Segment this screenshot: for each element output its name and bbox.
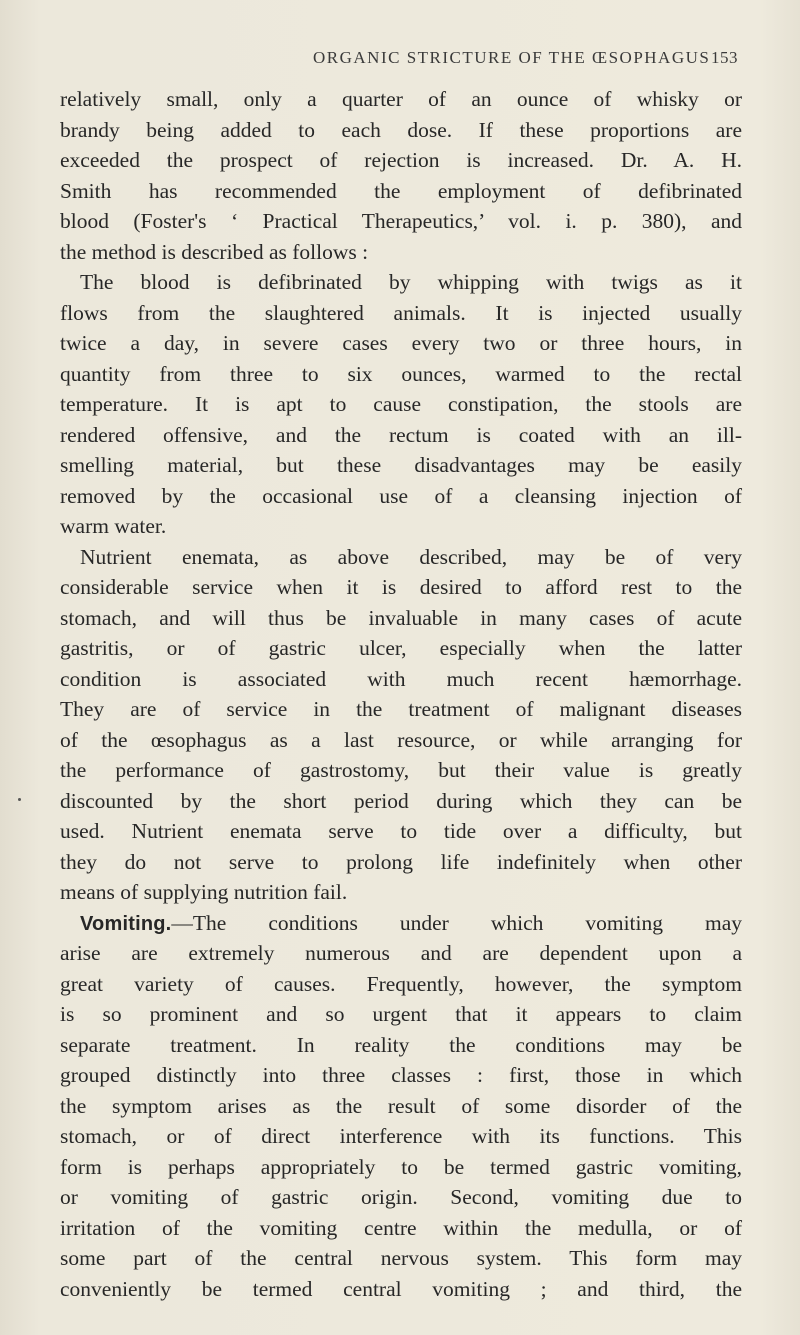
- text-line: Nutrient enemata, as above described, may be of very: [80, 544, 742, 569]
- text-line: means of supplying nutrition fail.: [60, 880, 348, 904]
- text-line: Smith has recommended the employment of defibrinated: [60, 178, 742, 203]
- page-header: [0, 48, 800, 78]
- text-line: flows from the slaughtered animals. It is injected usually: [60, 300, 742, 325]
- text-line: or vomiting of gastric origin. Second, vomiting due to: [60, 1185, 742, 1209]
- text-line: [60, 908, 742, 939]
- text-line: the symptom arises as the result of some disorder of the: [60, 1093, 742, 1118]
- text-line: gastritis, or of gastric ulcer, especially when the latter: [60, 636, 742, 660]
- text-line: the method is described as follows :: [60, 239, 369, 264]
- text-line: conveniently be termed central vomiting ; and third, the: [60, 1276, 742, 1301]
- text-line: great variety of causes. Frequently, however, the symptom: [60, 971, 742, 996]
- paragraph-nutrient-enemata: [60, 542, 742, 908]
- text-line: rendered offensive, and the rectum is coated with an ill-: [60, 422, 742, 447]
- text-line: the performance of gastrostomy, but their value is greatly: [60, 758, 742, 782]
- text-line: exceeded the prospect of rejection is increased. Dr. A. H.: [60, 148, 742, 172]
- text-line: is so prominent and so urgent that it appears to claim: [60, 1002, 742, 1026]
- text-line: warm water.: [60, 514, 167, 538]
- text-line: used. Nutrient enemata serve to tide over a difficulty, but: [60, 819, 742, 843]
- text-line: brandy being added to each dose. If these proportions are: [60, 117, 742, 142]
- text-line: relatively small, only a quarter of an ounce of whisky or: [60, 87, 742, 111]
- text-line: discounted by the short period during which they can be: [60, 788, 742, 813]
- paragraph-defibrinated-blood: [60, 267, 742, 542]
- text-line: quantity from three to six ounces, warmed to the rectal: [60, 361, 742, 386]
- section-vomiting: [60, 908, 742, 1305]
- paragraph-whisky-dose: [60, 84, 742, 267]
- text-line: separate treatment. In reality the conditions may be: [60, 1032, 742, 1057]
- text-line: some part of the central nervous system. This form may: [60, 1246, 742, 1270]
- text-line: considerable service when it is desired to afford rest to the: [60, 575, 742, 599]
- text-line: irritation of the vomiting centre within the medulla, or of: [60, 1215, 742, 1240]
- text-line: condition is associated with much recent hæmorrhage.: [60, 666, 742, 691]
- body-text: [60, 84, 742, 1304]
- running-title: ORGANIC STRICTURE OF THE ŒSOPHAGUS: [313, 48, 711, 67]
- text-line: grouped distinctly into three classes : first, those in which: [60, 1063, 742, 1087]
- text-line: smelling material, but these disadvantages may be easily: [60, 453, 742, 477]
- text-line: arise are extremely numerous and are dependent upon a: [60, 941, 742, 965]
- text-line: stomach, or of direct interference with its functions. This: [60, 1124, 742, 1148]
- margin-mark: [18, 798, 21, 801]
- text-line: stomach, and will thus be invaluable in many cases of acute: [60, 605, 742, 630]
- text-line: The blood is defibrinated by whipping with twigs as it: [80, 270, 742, 294]
- side-heading-vomiting: Vomiting.: [80, 912, 172, 935]
- text-line: They are of service in the treatment of malignant diseases: [60, 697, 742, 721]
- text-line: blood (Foster's ‘ Practical Therapeutics,’ vol. i. p. 380), and: [60, 209, 742, 233]
- text-line: removed by the occasional use of a cleansing injection of: [60, 483, 742, 508]
- heading-continuation: —The conditions under which vomiting may: [171, 910, 742, 935]
- text-line: temperature. It is apt to cause constipation, the stools are: [60, 392, 742, 416]
- text-line: of the œsophagus as a last resource, or while arranging for: [60, 727, 742, 752]
- page-number: 153: [711, 48, 738, 67]
- text-line: they do not serve to prolong life indefinitely when other: [60, 849, 742, 874]
- text-line: twice a day, in severe cases every two or three hours, in: [60, 331, 742, 355]
- text-line: form is perhaps appropriately to be termed gastric vomiting,: [60, 1154, 742, 1179]
